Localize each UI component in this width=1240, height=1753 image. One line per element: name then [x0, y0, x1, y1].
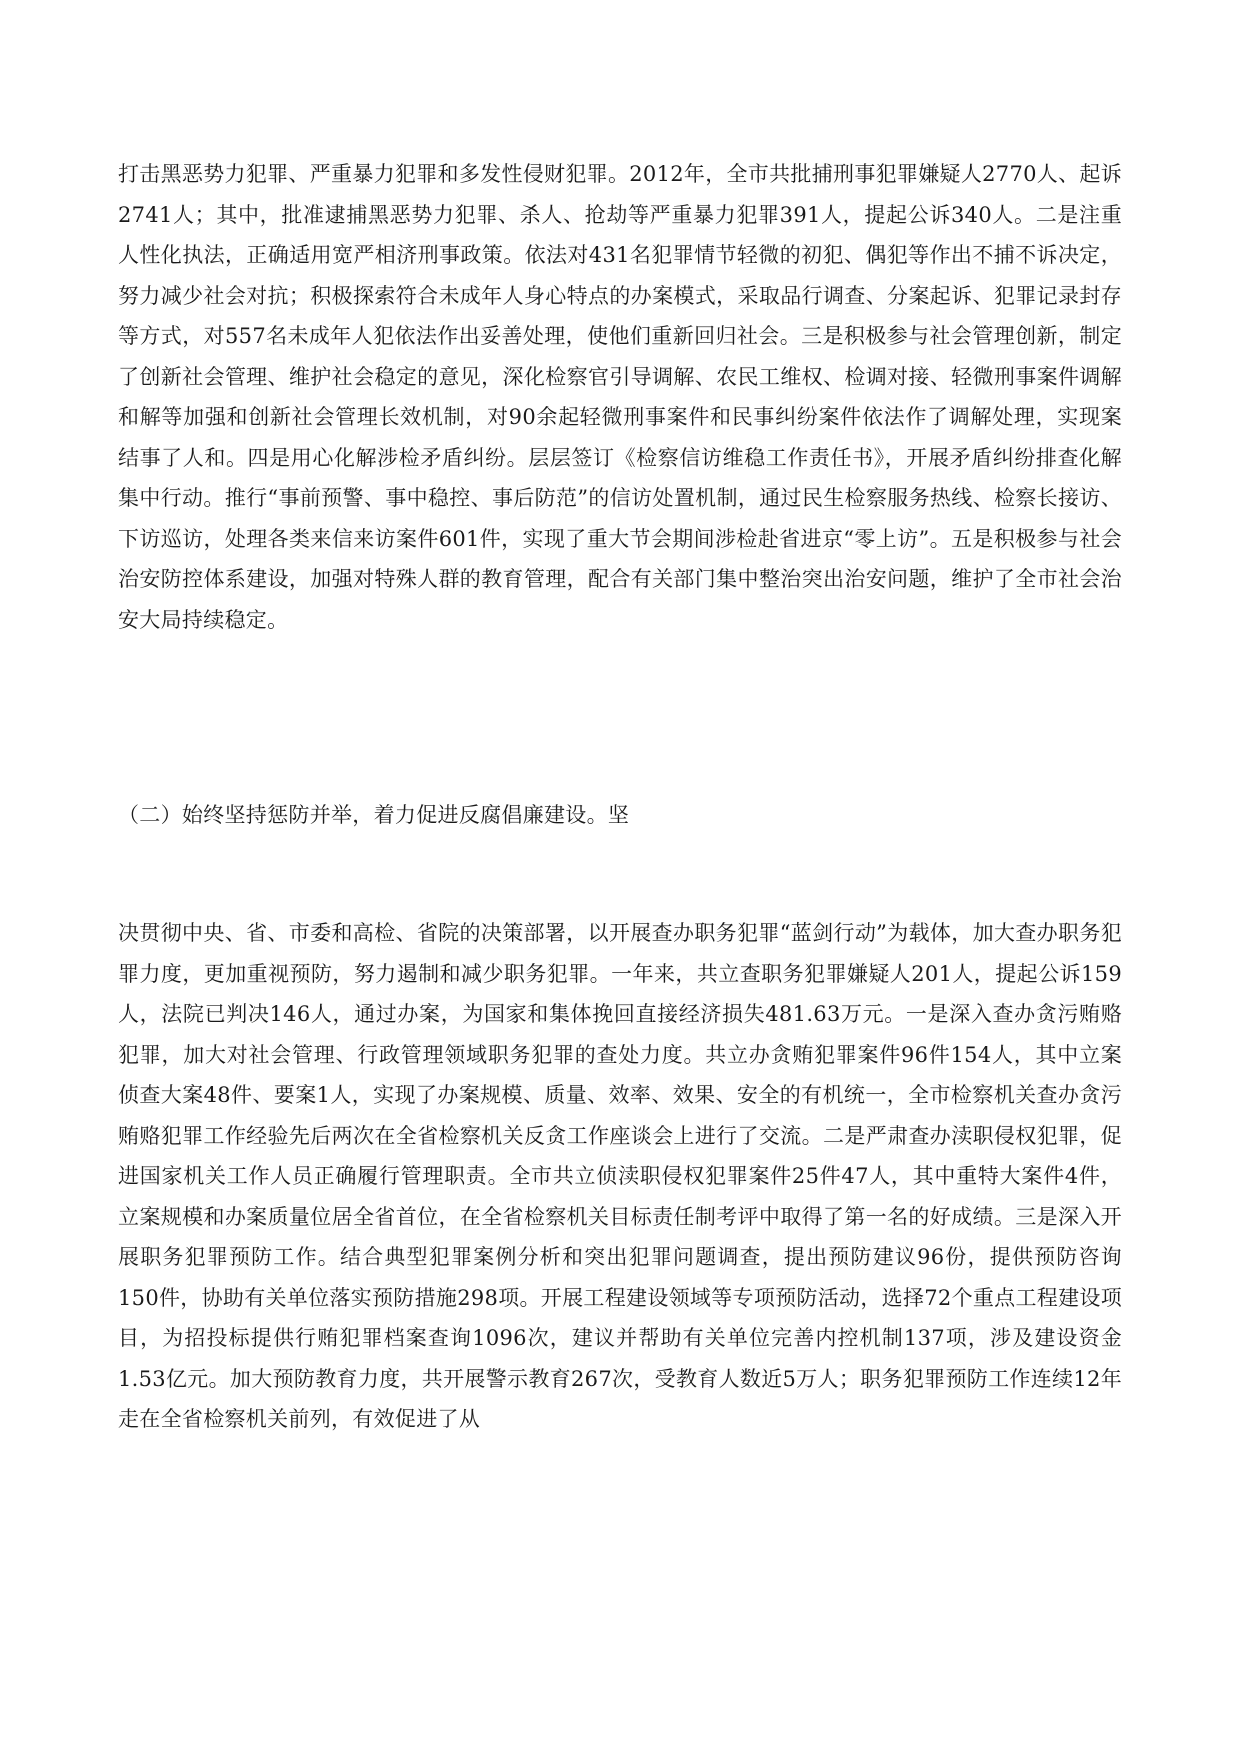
body-paragraph: 打击黑恶势力犯罪、严重暴力犯罪和多发性侵财犯罪。2012年，全市共批捕刑事犯罪嫌疑人2770人、起诉2741人；其中，批准逮捕黑恶势力犯罪、杀人、抢劫等严重暴力犯罪391人，提起公诉340人。二是注重人性化执法，正确适用宽严相济刑事政策。依法对431名犯罪情节轻微的初犯、偶犯等作出不捕不诉决定，努力减少社会对抗；积极探索符合未成年人身心特点的办案模式，采取品行调查、分案起诉、犯罪记录封存等方式，对557名未成年人犯依法作出妥善处理，使他们重新回归社会。三是积极参与社会管理创新，制定了创新社会管理、维护社会稳定的意见，深化检察官引导调解、农民工维权、检调对接、轻微刑事案件调解和解等加强和创新社会管理长效机制，对90余起轻微刑事案件和民事纠纷案件依法作了调解处理，实现案结事了人和。四是用心化解涉检矛盾纠纷。层层签订《检察信访维稳工作责任书》，开展矛盾纠纷排查化解集中行动。推行“事前预警、事中稳控、事后防范”的信访处置机制，通过民生检察服务热线、检察长接访、下访巡访，处理各类来信来访案件601件，实现了重大节会期间涉检赴省进京“零上访”。五是积极参与社会治安防控体系建设，加强对特殊人群的教育管理，配合有关部门集中整治突出治安问题，维护了全市社会治安大局持续稳定。 [118, 162, 1122, 632]
section-heading: （二）始终坚持惩防并举，着力促进反腐倡廉建设。坚 [118, 803, 630, 827]
body-paragraph: 决贯彻中央、省、市委和高检、省院的决策部署，以开展查办职务犯罪“蓝剑行动”为载体，加大查办职务犯罪力度，更加重视预防，努力遏制和减少职务犯罪。一年来，共立查职务犯罪嫌疑人201人，提起公诉159人，法院已判决146人，通过办案，为国家和集体挽回直接经济损失481.63万元。一是深入查办贪污贿赂犯罪，加大对社会管理、行政管理领域职务犯罪的查处力度。共立办贪贿犯罪案件96件154人，其中立案侦查大案48件、要案1人，实现了办案规模、质量、效率、效果、安全的有机统一，全市检察机关查办贪污贿赂犯罪工作经验先后两次在全省检察机关反贪工作座谈会上进行了交流。二是严肃查办渎职侵权犯罪，促进国家机关工作人员正确履行管理职责。全市共立侦渎职侵权犯罪案件25件47人，其中重特大案件4件，立案规模和办案质量位居全省首位，在全省检察机关目标责任制考评中取得了第一名的好成绩。三是深入开展职务犯罪预防工作。结合典型犯罪案例分析和突出犯罪问题调查，提出预防建议96份，提供预防咨询150件，协助有关单位落实预防措施298项。开展工程建设领域等专项预防活动，选择72个重点工程建设项目，为招投标提供行贿犯罪档案查询1096次，建议并帮助有关单位完善内控机制137项，涉及建设资金1.53亿元。加大预防教育力度，共开展警示教育267次，受教育人数近5万人；职务犯罪预防工作连续12年走在全省检察机关前列，有效促进了从 [118, 921, 1122, 1431]
